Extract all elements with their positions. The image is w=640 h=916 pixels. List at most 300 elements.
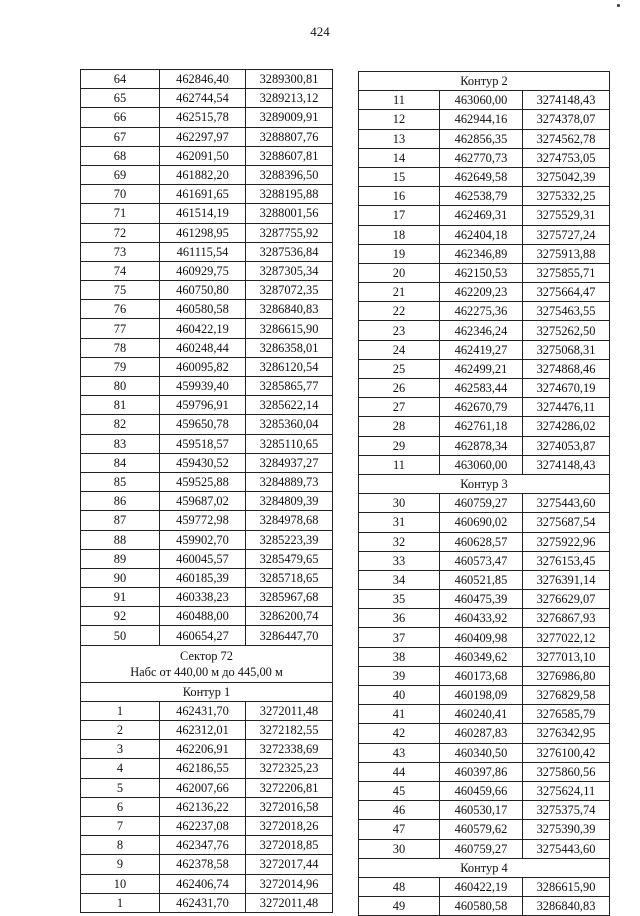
x-coordinate-cell: 460475,39 [440, 590, 523, 609]
x-coordinate-cell: 460422,19 [440, 877, 523, 896]
y-coordinate-cell: 3275463,55 [523, 302, 610, 321]
x-coordinate-cell: 460759,27 [440, 839, 523, 858]
table-row [81, 434, 333, 453]
x-coordinate-cell: 462378,58 [160, 855, 246, 874]
point-number-cell: 23 [359, 321, 440, 340]
table-row [359, 532, 610, 551]
table-row [81, 377, 333, 396]
y-coordinate-cell: 3275390,39 [523, 820, 610, 839]
table-row [359, 666, 610, 685]
point-number-cell: 43 [359, 743, 440, 762]
y-coordinate-cell: 3275262,50 [523, 321, 610, 340]
point-number-cell: 36 [359, 609, 440, 628]
point-number-cell: 19 [359, 244, 440, 263]
page-number: 424 [310, 24, 330, 39]
point-number-cell: 66 [81, 108, 160, 127]
y-coordinate-cell: 3275443,60 [523, 494, 610, 513]
table-row [359, 781, 610, 800]
point-number-cell: 32 [359, 532, 440, 551]
y-coordinate-cell: 3274753,05 [523, 148, 610, 167]
table-row [359, 321, 610, 340]
y-coordinate-cell: 3286615,90 [523, 877, 610, 896]
x-coordinate-cell: 462206,91 [160, 740, 246, 759]
table-row [81, 261, 333, 280]
y-coordinate-cell: 3288607,81 [246, 146, 333, 165]
table-row [81, 607, 333, 626]
x-coordinate-cell: 461115,54 [160, 242, 246, 261]
contour-header-row [359, 858, 610, 877]
x-coordinate-cell: 459430,52 [160, 453, 246, 472]
y-coordinate-cell: 3275913,88 [523, 244, 610, 263]
x-coordinate-cell: 460340,50 [440, 743, 523, 762]
table-row [81, 396, 333, 415]
point-number-cell: 48 [359, 877, 440, 896]
table-row [359, 705, 610, 724]
x-coordinate-cell: 459650,78 [160, 415, 246, 434]
x-coordinate-cell: 460433,92 [440, 609, 523, 628]
point-number-cell: 37 [359, 628, 440, 647]
point-number-cell: 24 [359, 340, 440, 359]
x-coordinate-cell: 460488,00 [160, 607, 246, 626]
table-row [359, 91, 610, 110]
point-number-cell: 49 [359, 897, 440, 916]
x-coordinate-cell: 460750,80 [160, 281, 246, 300]
point-number-cell: 73 [81, 242, 160, 261]
y-coordinate-cell: 3276867,93 [523, 609, 610, 628]
sector-header-row [81, 645, 333, 682]
y-coordinate-cell: 3274286,02 [523, 417, 610, 436]
y-coordinate-cell: 3274148,43 [523, 455, 610, 474]
y-coordinate-cell: 3288807,76 [246, 127, 333, 146]
table-row [81, 740, 333, 759]
point-number-cell: 90 [81, 568, 160, 587]
x-coordinate-cell: 459902,70 [160, 530, 246, 549]
table-row [81, 549, 333, 568]
contour-header: Контур 4 [359, 858, 610, 877]
table-row [359, 877, 610, 896]
x-coordinate-cell: 462091,50 [160, 146, 246, 165]
point-number-cell: 81 [81, 396, 160, 415]
y-coordinate-cell: 3274148,43 [523, 91, 610, 110]
y-coordinate-cell: 3275727,24 [523, 225, 610, 244]
y-coordinate-cell: 3272011,48 [246, 893, 333, 912]
y-coordinate-cell: 3274476,11 [523, 398, 610, 417]
table-row [81, 778, 333, 797]
point-number-cell: 30 [359, 494, 440, 513]
table-row [81, 816, 333, 835]
x-coordinate-cell: 461298,95 [160, 223, 246, 242]
table-row [81, 242, 333, 261]
point-number-cell: 21 [359, 283, 440, 302]
y-coordinate-cell: 3288396,50 [246, 165, 333, 184]
sector-header [81, 645, 333, 682]
table-row [359, 551, 610, 570]
x-coordinate-cell: 460240,41 [440, 705, 523, 724]
point-number-cell: 11 [359, 91, 440, 110]
table-row [81, 874, 333, 893]
y-coordinate-cell: 3277013,10 [523, 647, 610, 666]
table-row [81, 108, 333, 127]
x-coordinate-cell: 460045,57 [160, 549, 246, 568]
y-coordinate-cell: 3275042,39 [523, 167, 610, 186]
point-number-cell: 88 [81, 530, 160, 549]
y-coordinate-cell: 3286840,83 [246, 300, 333, 319]
x-coordinate-cell: 459687,02 [160, 492, 246, 511]
x-coordinate-cell: 460654,27 [160, 626, 246, 645]
y-coordinate-cell: 3275860,56 [523, 762, 610, 781]
table-row [359, 359, 610, 378]
x-coordinate-cell: 460409,98 [440, 628, 523, 647]
point-number-cell: 5 [81, 778, 160, 797]
x-coordinate-cell: 462312,01 [160, 721, 246, 740]
left-coordinate-table [80, 69, 333, 913]
x-coordinate-cell: 459518,57 [160, 434, 246, 453]
y-coordinate-cell: 3287755,92 [246, 223, 333, 242]
x-coordinate-cell: 462346,24 [440, 321, 523, 340]
x-coordinate-cell: 463060,00 [440, 91, 523, 110]
table-row [81, 319, 333, 338]
table-row [359, 379, 610, 398]
x-coordinate-cell: 462136,22 [160, 797, 246, 816]
y-coordinate-cell: 3286120,54 [246, 357, 333, 376]
y-coordinate-cell: 3274670,19 [523, 379, 610, 398]
y-coordinate-cell: 3272325,23 [246, 759, 333, 778]
point-number-cell: 80 [81, 377, 160, 396]
x-coordinate-cell: 462499,21 [440, 359, 523, 378]
table-row [359, 206, 610, 225]
point-number-cell: 74 [81, 261, 160, 280]
x-coordinate-cell: 462419,27 [440, 340, 523, 359]
x-coordinate-cell: 462761,18 [440, 417, 523, 436]
point-number-cell: 70 [81, 185, 160, 204]
point-number-cell: 40 [359, 686, 440, 705]
x-coordinate-cell: 460173,68 [440, 666, 523, 685]
point-number-cell: 8 [81, 836, 160, 855]
y-coordinate-cell: 3272017,44 [246, 855, 333, 874]
table-row [359, 839, 610, 858]
point-number-cell: 31 [359, 513, 440, 532]
point-number-cell: 22 [359, 302, 440, 321]
y-coordinate-cell: 3277022,12 [523, 628, 610, 647]
point-number-cell: 7 [81, 816, 160, 835]
y-coordinate-cell: 3286840,83 [523, 897, 610, 916]
x-coordinate-cell: 462150,53 [440, 263, 523, 282]
x-coordinate-cell: 460095,82 [160, 357, 246, 376]
point-number-cell: 77 [81, 319, 160, 338]
table-row [81, 530, 333, 549]
point-number-cell: 71 [81, 204, 160, 223]
point-number-cell: 79 [81, 357, 160, 376]
x-coordinate-cell: 460573,47 [440, 551, 523, 570]
y-coordinate-cell: 3284978,68 [246, 511, 333, 530]
contour-header-row [359, 72, 610, 91]
point-number-cell: 10 [81, 874, 160, 893]
point-number-cell: 28 [359, 417, 440, 436]
point-number-cell: 42 [359, 724, 440, 743]
table-row [81, 127, 333, 146]
table-row [359, 762, 610, 781]
table-row [81, 626, 333, 645]
table-row [81, 415, 333, 434]
point-number-cell: 26 [359, 379, 440, 398]
x-coordinate-cell: 462944,16 [440, 110, 523, 129]
y-coordinate-cell: 3285223,39 [246, 530, 333, 549]
table-row [359, 455, 610, 474]
x-coordinate-cell: 460929,75 [160, 261, 246, 280]
x-coordinate-cell: 462346,89 [440, 244, 523, 263]
sector-title: Сектор 72 [180, 648, 233, 663]
y-coordinate-cell: 3272182,55 [246, 721, 333, 740]
x-coordinate-cell: 462583,44 [440, 379, 523, 398]
point-number-cell: 87 [81, 511, 160, 530]
y-coordinate-cell: 3287072,35 [246, 281, 333, 300]
point-number-cell: 9 [81, 855, 160, 874]
y-coordinate-cell: 3285110,65 [246, 434, 333, 453]
x-coordinate-cell: 461514,19 [160, 204, 246, 223]
x-coordinate-cell: 460580,58 [440, 897, 523, 916]
y-coordinate-cell: 3287536,84 [246, 242, 333, 261]
x-coordinate-cell: 462670,79 [440, 398, 523, 417]
table-row [81, 511, 333, 530]
x-coordinate-cell: 460521,85 [440, 570, 523, 589]
table-row [81, 472, 333, 491]
y-coordinate-cell: 3276153,45 [523, 551, 610, 570]
table-row [81, 185, 333, 204]
y-coordinate-cell: 3272014,96 [246, 874, 333, 893]
table-row [81, 701, 333, 720]
point-number-cell: 64 [81, 70, 160, 89]
point-number-cell: 2 [81, 721, 160, 740]
y-coordinate-cell: 3275375,74 [523, 801, 610, 820]
x-coordinate-cell: 462856,35 [440, 129, 523, 148]
y-coordinate-cell: 3275687,54 [523, 513, 610, 532]
y-coordinate-cell: 3285622,14 [246, 396, 333, 415]
point-number-cell: 67 [81, 127, 160, 146]
x-coordinate-cell: 462237,08 [160, 816, 246, 835]
table-row [359, 897, 610, 916]
x-coordinate-cell: 459939,40 [160, 377, 246, 396]
point-number-cell: 82 [81, 415, 160, 434]
y-coordinate-cell: 3285479,65 [246, 549, 333, 568]
y-coordinate-cell: 3286447,70 [246, 626, 333, 645]
contour-header: Контур 2 [359, 72, 610, 91]
point-number-cell: 68 [81, 146, 160, 165]
y-coordinate-cell: 3275068,31 [523, 340, 610, 359]
point-number-cell: 84 [81, 453, 160, 472]
table-row [359, 398, 610, 417]
y-coordinate-cell: 3272018,26 [246, 816, 333, 835]
x-coordinate-cell: 462515,78 [160, 108, 246, 127]
y-coordinate-cell: 3275664,47 [523, 283, 610, 302]
point-number-cell: 25 [359, 359, 440, 378]
x-coordinate-cell: 462469,31 [440, 206, 523, 225]
y-coordinate-cell: 3274868,46 [523, 359, 610, 378]
table-row [81, 721, 333, 740]
table-row [359, 263, 610, 282]
x-coordinate-cell: 460198,09 [440, 686, 523, 705]
table-row [81, 568, 333, 587]
point-number-cell: 1 [81, 893, 160, 912]
y-coordinate-cell: 3276585,79 [523, 705, 610, 724]
table-row [359, 110, 610, 129]
x-coordinate-cell: 460530,17 [440, 801, 523, 820]
y-coordinate-cell: 3274378,07 [523, 110, 610, 129]
x-coordinate-cell: 462007,66 [160, 778, 246, 797]
y-coordinate-cell: 3275443,60 [523, 839, 610, 858]
point-number-cell: 41 [359, 705, 440, 724]
y-coordinate-cell: 3276829,58 [523, 686, 610, 705]
point-number-cell: 44 [359, 762, 440, 781]
table-row [359, 628, 610, 647]
y-coordinate-cell: 3284809,39 [246, 492, 333, 511]
table-row [359, 494, 610, 513]
y-coordinate-cell: 3275529,31 [523, 206, 610, 225]
y-coordinate-cell: 3275855,71 [523, 263, 610, 282]
y-coordinate-cell: 3276391,14 [523, 570, 610, 589]
x-coordinate-cell: 462770,73 [440, 148, 523, 167]
contour-header-row [359, 474, 610, 493]
point-number-cell: 4 [81, 759, 160, 778]
x-coordinate-cell: 462878,34 [440, 436, 523, 455]
table-row [81, 357, 333, 376]
point-number-cell: 33 [359, 551, 440, 570]
point-number-cell: 3 [81, 740, 160, 759]
y-coordinate-cell: 3276100,42 [523, 743, 610, 762]
y-coordinate-cell: 3288195,88 [246, 185, 333, 204]
y-coordinate-cell: 3274053,87 [523, 436, 610, 455]
table-row [359, 187, 610, 206]
y-coordinate-cell: 3272206,81 [246, 778, 333, 797]
point-number-cell: 69 [81, 165, 160, 184]
table-row [359, 148, 610, 167]
contour-header: Контур 1 [81, 682, 333, 701]
table-row [359, 417, 610, 436]
y-coordinate-cell: 3276629,07 [523, 590, 610, 609]
x-coordinate-cell: 462431,70 [160, 701, 246, 720]
point-number-cell: 29 [359, 436, 440, 455]
table-row [359, 743, 610, 762]
table-row [359, 570, 610, 589]
x-coordinate-cell: 460759,27 [440, 494, 523, 513]
point-number-cell: 6 [81, 797, 160, 816]
y-coordinate-cell: 3284937,27 [246, 453, 333, 472]
point-number-cell: 46 [359, 801, 440, 820]
x-coordinate-cell: 462275,36 [440, 302, 523, 321]
y-coordinate-cell: 3287305,34 [246, 261, 333, 280]
point-number-cell: 92 [81, 607, 160, 626]
table-row [359, 724, 610, 743]
table-row [359, 609, 610, 628]
point-number-cell: 39 [359, 666, 440, 685]
x-coordinate-cell: 462846,40 [160, 70, 246, 89]
point-number-cell: 50 [81, 626, 160, 645]
point-number-cell: 34 [359, 570, 440, 589]
x-coordinate-cell: 462297,97 [160, 127, 246, 146]
table-row [81, 453, 333, 472]
x-coordinate-cell: 460628,57 [440, 532, 523, 551]
y-coordinate-cell: 3272011,48 [246, 701, 333, 720]
x-coordinate-cell: 462744,54 [160, 89, 246, 108]
x-coordinate-cell: 462406,74 [160, 874, 246, 893]
y-coordinate-cell: 3285360,04 [246, 415, 333, 434]
point-number-cell: 91 [81, 588, 160, 607]
table-row [359, 129, 610, 148]
point-number-cell: 45 [359, 781, 440, 800]
point-number-cell: 13 [359, 129, 440, 148]
point-number-cell: 83 [81, 434, 160, 453]
x-coordinate-cell: 462649,58 [440, 167, 523, 186]
y-coordinate-cell: 3275332,25 [523, 187, 610, 206]
y-coordinate-cell: 3286200,74 [246, 607, 333, 626]
table-row [81, 855, 333, 874]
y-coordinate-cell: 3274562,78 [523, 129, 610, 148]
x-coordinate-cell: 460349,62 [440, 647, 523, 666]
point-number-cell: 86 [81, 492, 160, 511]
x-coordinate-cell: 462404,18 [440, 225, 523, 244]
y-coordinate-cell: 3272016,58 [246, 797, 333, 816]
point-number-cell: 27 [359, 398, 440, 417]
table-row [359, 647, 610, 666]
table-row [81, 836, 333, 855]
x-coordinate-cell: 460338,23 [160, 588, 246, 607]
point-number-cell: 20 [359, 263, 440, 282]
point-number-cell: 89 [81, 549, 160, 568]
table-row [81, 492, 333, 511]
x-coordinate-cell: 460459,66 [440, 781, 523, 800]
table-row [81, 89, 333, 108]
y-coordinate-cell: 3289300,81 [246, 70, 333, 89]
table-row [81, 759, 333, 778]
table-row [359, 283, 610, 302]
point-number-cell: 38 [359, 647, 440, 666]
table-row [81, 165, 333, 184]
x-coordinate-cell: 459796,91 [160, 396, 246, 415]
point-number-cell: 11 [359, 455, 440, 474]
y-coordinate-cell: 3286358,01 [246, 338, 333, 357]
table-row [359, 244, 610, 263]
contour-header: Контур 3 [359, 474, 610, 493]
table-row [359, 820, 610, 839]
point-number-cell: 1 [81, 701, 160, 720]
table-row [81, 204, 333, 223]
point-number-cell: 14 [359, 148, 440, 167]
x-coordinate-cell: 461882,20 [160, 165, 246, 184]
contour-header-row [81, 682, 333, 701]
y-coordinate-cell: 3275624,11 [523, 781, 610, 800]
table-row [81, 797, 333, 816]
table-row [81, 893, 333, 912]
y-coordinate-cell: 3288001,56 [246, 204, 333, 223]
point-number-cell: 47 [359, 820, 440, 839]
y-coordinate-cell: 3286615,90 [246, 319, 333, 338]
point-number-cell: 15 [359, 167, 440, 186]
point-number-cell: 30 [359, 839, 440, 858]
point-number-cell: 18 [359, 225, 440, 244]
x-coordinate-cell: 460690,02 [440, 513, 523, 532]
point-number-cell: 75 [81, 281, 160, 300]
y-coordinate-cell: 3289009,91 [246, 108, 333, 127]
table-row [81, 588, 333, 607]
table-row [359, 225, 610, 244]
y-coordinate-cell: 3275922,96 [523, 532, 610, 551]
x-coordinate-cell: 459525,88 [160, 472, 246, 491]
table-row [81, 146, 333, 165]
y-coordinate-cell: 3276342,95 [523, 724, 610, 743]
y-coordinate-cell: 3285718,65 [246, 568, 333, 587]
point-number-cell: 12 [359, 110, 440, 129]
x-coordinate-cell: 462186,55 [160, 759, 246, 778]
x-coordinate-cell: 460580,58 [160, 300, 246, 319]
